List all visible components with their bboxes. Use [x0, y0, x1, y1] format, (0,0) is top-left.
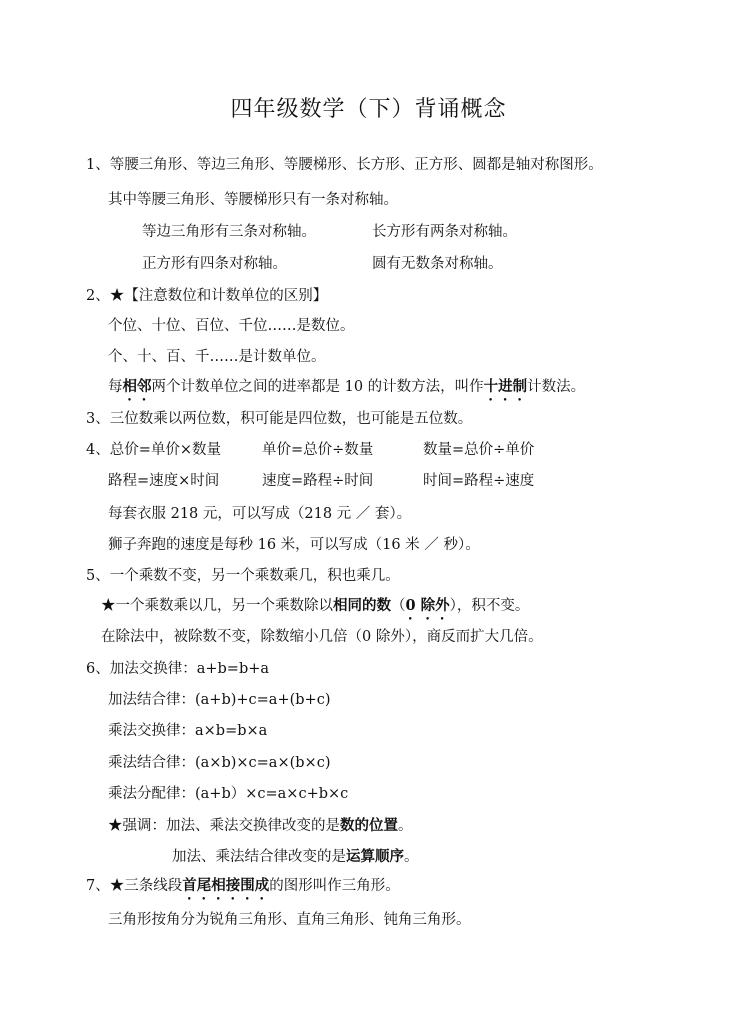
s6-note2-a: 加法、乘法结合律改变的是	[172, 849, 346, 865]
s2-heading: 2、★【注意数位和计数单位的区别】	[86, 288, 328, 304]
s5-line2-e: ），积不变。	[449, 598, 530, 614]
s2-digit-places: 个位、十位、百位、千位……是数位。	[108, 318, 355, 334]
s2-decimal-a: 每	[108, 379, 123, 395]
s1-rectangle: 长方形有两条对称轴。	[372, 224, 517, 240]
s7-line1-b: 首尾相接围成	[182, 877, 270, 894]
s4-speed: 速度=路程÷时间	[262, 473, 374, 489]
s4-clothes: 每套衣服 218 元，可以写成（218 元 ／ 套）。	[108, 506, 412, 522]
s1-equilateral: 等边三角形有三条对称轴。	[142, 224, 316, 240]
s6-note2	[172, 847, 419, 867]
s6-mul-dist: 乘法分配律：(a+b）×c=a×c+b×c	[108, 786, 349, 802]
s7-line1	[86, 876, 400, 903]
s5-line2-c: （	[391, 598, 406, 614]
s5-line2-a: ★一个乘数乘以几，另一个乘数除以	[101, 598, 333, 614]
s6-add-assoc: 加法结合律：(a+b)+c=a+(b+c)	[108, 692, 331, 708]
s4-unit-price: 单价=总价÷数量	[262, 442, 374, 458]
s6-note2-b: 运算顺序	[346, 848, 404, 865]
s1-line1: 1、等腰三角形、等边三角形、等腰梯形、长方形、正方形、圆都是轴对称图形。	[86, 157, 603, 173]
s6-note1-c: 。	[398, 818, 413, 834]
s1-circle: 圆有无数条对称轴。	[372, 256, 503, 272]
s5-line2-d: 0 除外	[405, 597, 450, 614]
s4-lion: 狮子奔跑的速度是每秒 16 米，可以写成（16 米 ／ 秒）。	[108, 537, 480, 553]
s4-quantity: 数量=总价÷单价	[423, 442, 535, 458]
s5-line3: 在除法中，被除数不变，除数缩小几倍（0 除外），商反而扩大几倍。	[101, 629, 543, 645]
s6-mul-assoc: 乘法结合律：(a×b)×c=a×(b×c)	[108, 755, 331, 771]
s2-decimal-b: 相邻	[122, 378, 152, 395]
s2-decimal-d: 十进制	[483, 378, 528, 395]
s7-line1-a: 7、★三条线段	[86, 878, 183, 894]
s5-line2-b: 相同的数	[333, 597, 391, 614]
s4-time: 时间=路程÷速度	[423, 473, 535, 489]
s6-add-comm: 6、加法交换律：a+b=b+a	[86, 661, 270, 677]
s6-note2-c: 。	[404, 849, 419, 865]
s2-counting-units: 个、十、百、千……是计数单位。	[108, 349, 326, 365]
s3-line: 3、三位数乘以两位数，积可能是四位数，也可能是五位数。	[86, 411, 473, 427]
s2-decimal-line	[108, 377, 585, 404]
s2-decimal-e: 计数法。	[527, 379, 586, 395]
s4-distance: 路程=速度×时间	[108, 473, 220, 489]
page-title: 四年级数学（下）背诵概念	[230, 97, 507, 122]
s6-mul-comm: 乘法交换律：a×b=b×a	[108, 723, 268, 739]
s1-line2: 其中等腰三角形、等腰梯形只有一条对称轴。	[108, 192, 398, 208]
s7-line2: 三角形按角分为锐角三角形、直角三角形、钝角三角形。	[108, 912, 471, 928]
s2-decimal-c: 两个计数单位之间的进率都是 10 的计数方法，叫作	[151, 379, 484, 395]
s5-line2	[101, 596, 529, 623]
s4-total-price: 4、总价=单价×数量	[86, 442, 222, 458]
s5-line1: 5、一个乘数不变，另一个乘数乘几，积也乘几。	[86, 568, 400, 584]
s1-square: 正方形有四条对称轴。	[142, 256, 287, 272]
s6-note1	[108, 816, 413, 836]
s7-line1-c: 的图形叫作三角形。	[269, 878, 400, 894]
s6-note1-a: ★强调：加法、乘法交换律改变的是	[108, 818, 340, 834]
s6-note1-b: 数的位置	[340, 817, 398, 834]
